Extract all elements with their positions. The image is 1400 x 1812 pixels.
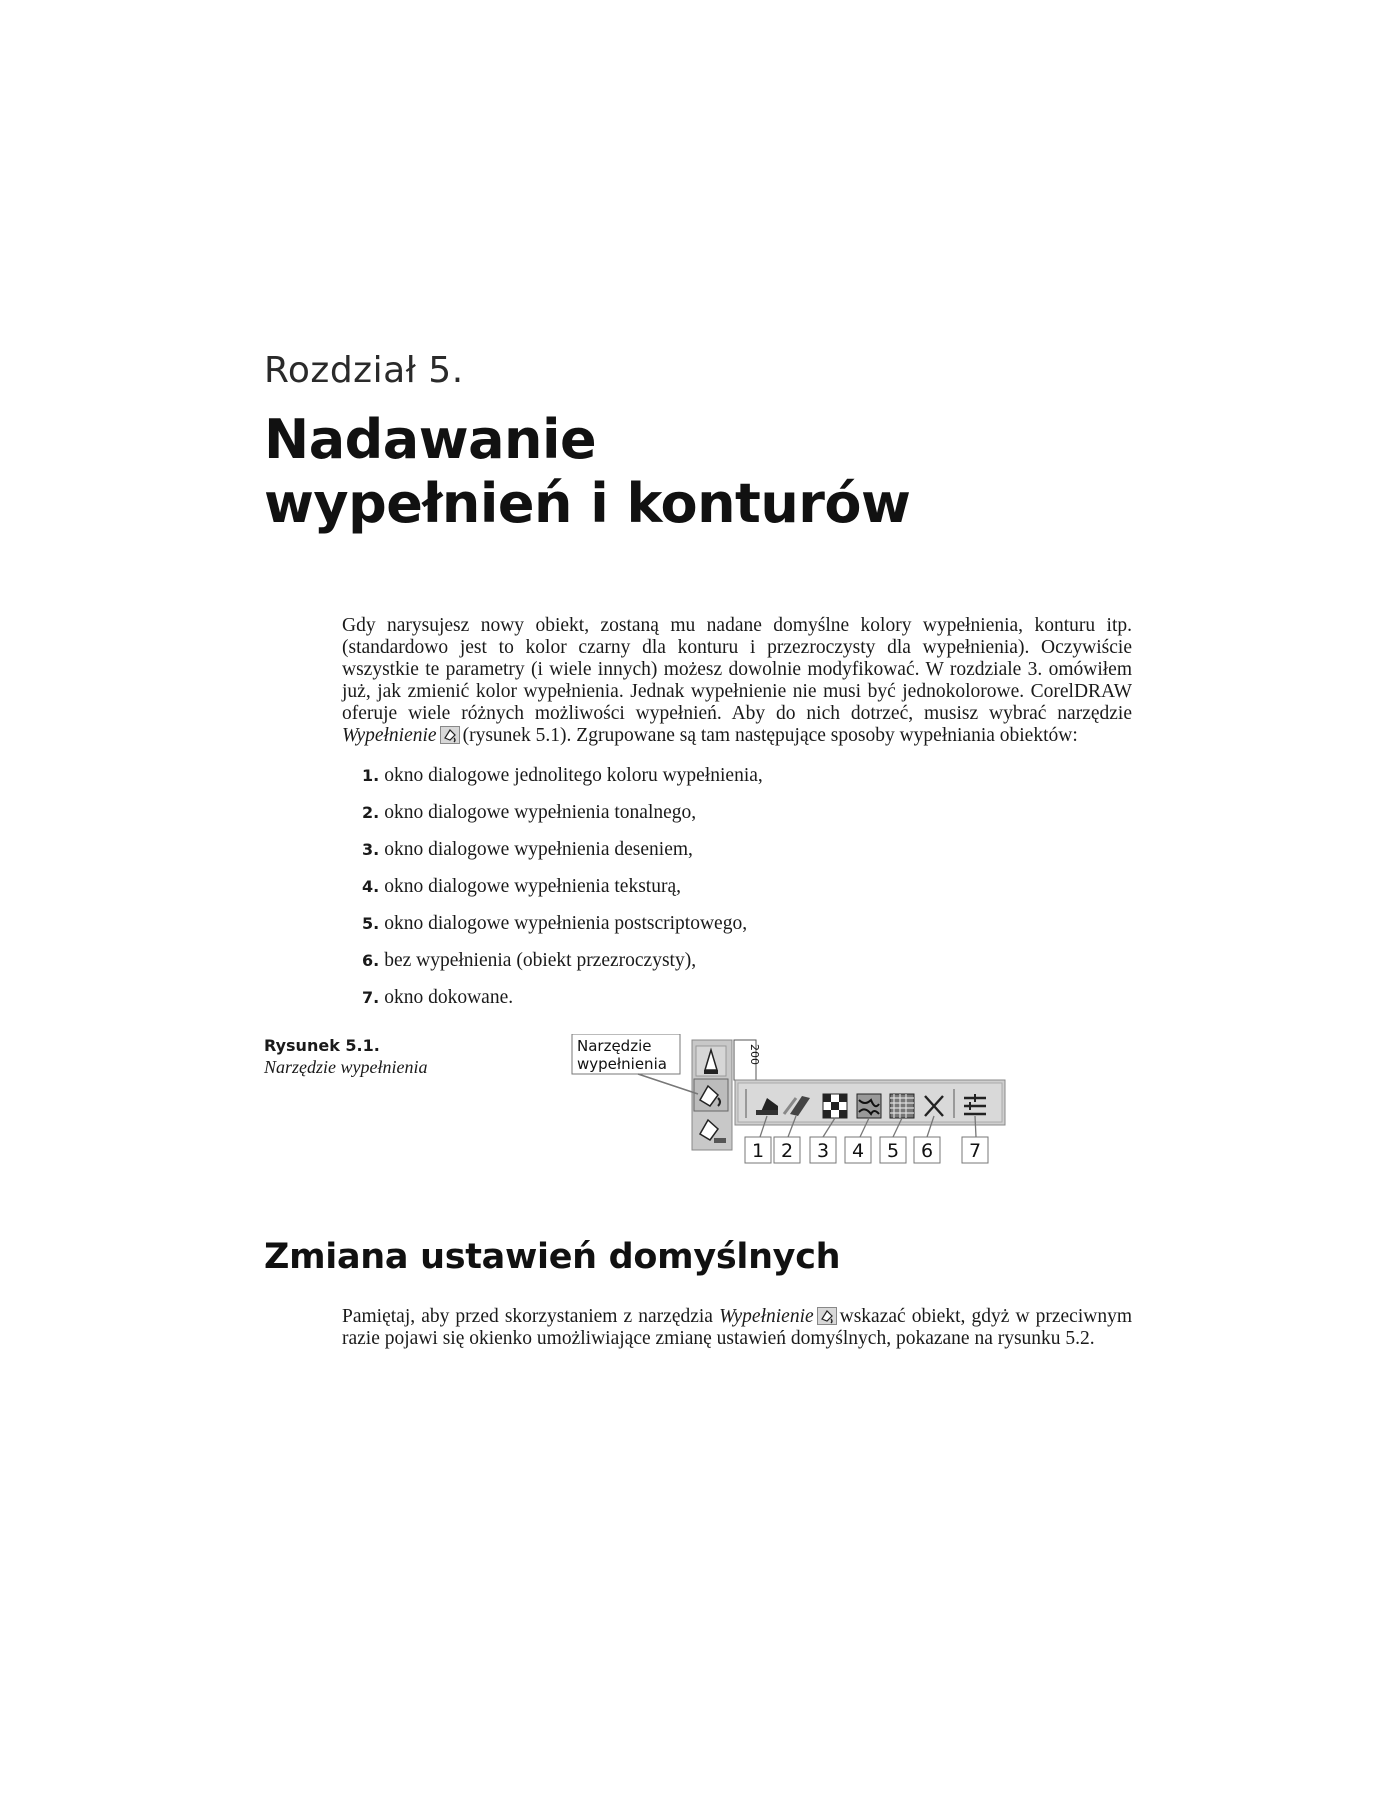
figure-label: Rysunek 5.1. xyxy=(264,1036,380,1055)
section-tool-name: Wypełnienie xyxy=(719,1306,814,1327)
fill-options-list xyxy=(362,765,1122,1024)
list-number: 7. xyxy=(362,988,380,1007)
list-item xyxy=(362,802,1122,839)
list-text: okno dokowane. xyxy=(384,987,514,1008)
intro-tool-name: Wypełnienie xyxy=(342,725,437,746)
figure-number-7: 7 xyxy=(968,1140,982,1162)
list-item xyxy=(362,950,1122,987)
list-item xyxy=(362,913,1122,950)
list-text: bez wypełnienia (obiekt przezroczysty), xyxy=(384,950,697,971)
figure-number-3: 3 xyxy=(816,1140,830,1162)
ruler-label: 200 xyxy=(748,1044,761,1065)
figure-number-1: 1 xyxy=(751,1140,765,1162)
chapter-label: Rozdział 5. xyxy=(264,350,464,391)
list-text: okno dialogowe jednolitego koloru wypełnienia, xyxy=(384,765,763,786)
list-number: 2. xyxy=(362,803,380,822)
list-text: okno dialogowe wypełnienia deseniem, xyxy=(384,839,693,860)
list-number: 6. xyxy=(362,951,380,970)
figure-number-4: 4 xyxy=(851,1140,865,1162)
list-item xyxy=(362,876,1122,913)
callout-line-2: wypełnienia xyxy=(577,1055,667,1073)
chapter-title-line-1: Nadawanie xyxy=(264,408,597,471)
list-number: 4. xyxy=(362,877,380,896)
chapter-title xyxy=(264,408,910,536)
figure-number-2: 2 xyxy=(780,1140,794,1162)
list-number: 1. xyxy=(362,766,380,785)
section-text-1: Pamiętaj, aby przed skorzystaniem z narzędzia xyxy=(342,1306,713,1327)
postscript-fill-icon[interactable] xyxy=(890,1094,914,1118)
fill-tool-icon xyxy=(440,726,460,744)
section-paragraph xyxy=(342,1306,1132,1350)
fill-tool-icon xyxy=(817,1307,837,1325)
section-heading: Zmiana ustawień domyślnych xyxy=(264,1237,841,1277)
list-item xyxy=(362,765,1122,802)
callout-line-1: Narzędzie xyxy=(577,1037,652,1055)
texture-fill-icon[interactable] xyxy=(857,1094,881,1118)
fill-tool-flyout-figure xyxy=(570,1034,1020,1174)
list-text: okno dialogowe wypełnienia tonalnego, xyxy=(384,802,697,823)
figure-number-6: 6 xyxy=(920,1140,934,1162)
intro-text-1: Gdy narysujesz nowy obiekt, zostaną mu nadane domyślne kolory wypełnienia, konturu itp. (standardowo jest to kolor czarny dla konturu i przezroczysty dla wypełnienia). Oczywiście wszystkie te parametry (i wiele innych) możesz dowolnie modyfikować. W rozdziale 3. omówiłem już, jak zmienić kolor wypełnienia. Jednak wypełnienie nie musi być jednokolorowe. CorelDRAW oferuje wiele różnych możliwości wypełnień. Aby do nich dotrzeć, musisz wybrać narzędzie xyxy=(342,615,1132,724)
list-item xyxy=(362,987,1122,1024)
figure-number-5: 5 xyxy=(886,1140,900,1162)
list-item xyxy=(362,839,1122,876)
intro-text-2: (rysunek 5.1). Zgrupowane są tam następujące sposoby wypełniania obiektów: xyxy=(462,725,1078,746)
list-text: okno dialogowe wypełnienia teksturą, xyxy=(384,876,681,897)
intro-paragraph xyxy=(342,615,1132,747)
list-text: okno dialogowe wypełnienia postscriptowego, xyxy=(384,913,748,934)
list-number: 3. xyxy=(362,840,380,859)
section-text-2: wskazać obiekt, gdyż w przeciwnym razie pojawi się okienko umożliwiające zmianę ustawień domyślnych, pokazane na rysunku 5.2. xyxy=(342,1306,1132,1349)
list-number: 5. xyxy=(362,914,380,933)
figure-caption xyxy=(264,1036,427,1078)
pattern-fill-icon[interactable] xyxy=(823,1094,847,1118)
figure-title: Narzędzie wypełnienia xyxy=(264,1057,428,1077)
chapter-title-line-2: wypełnień i konturów xyxy=(264,472,911,535)
